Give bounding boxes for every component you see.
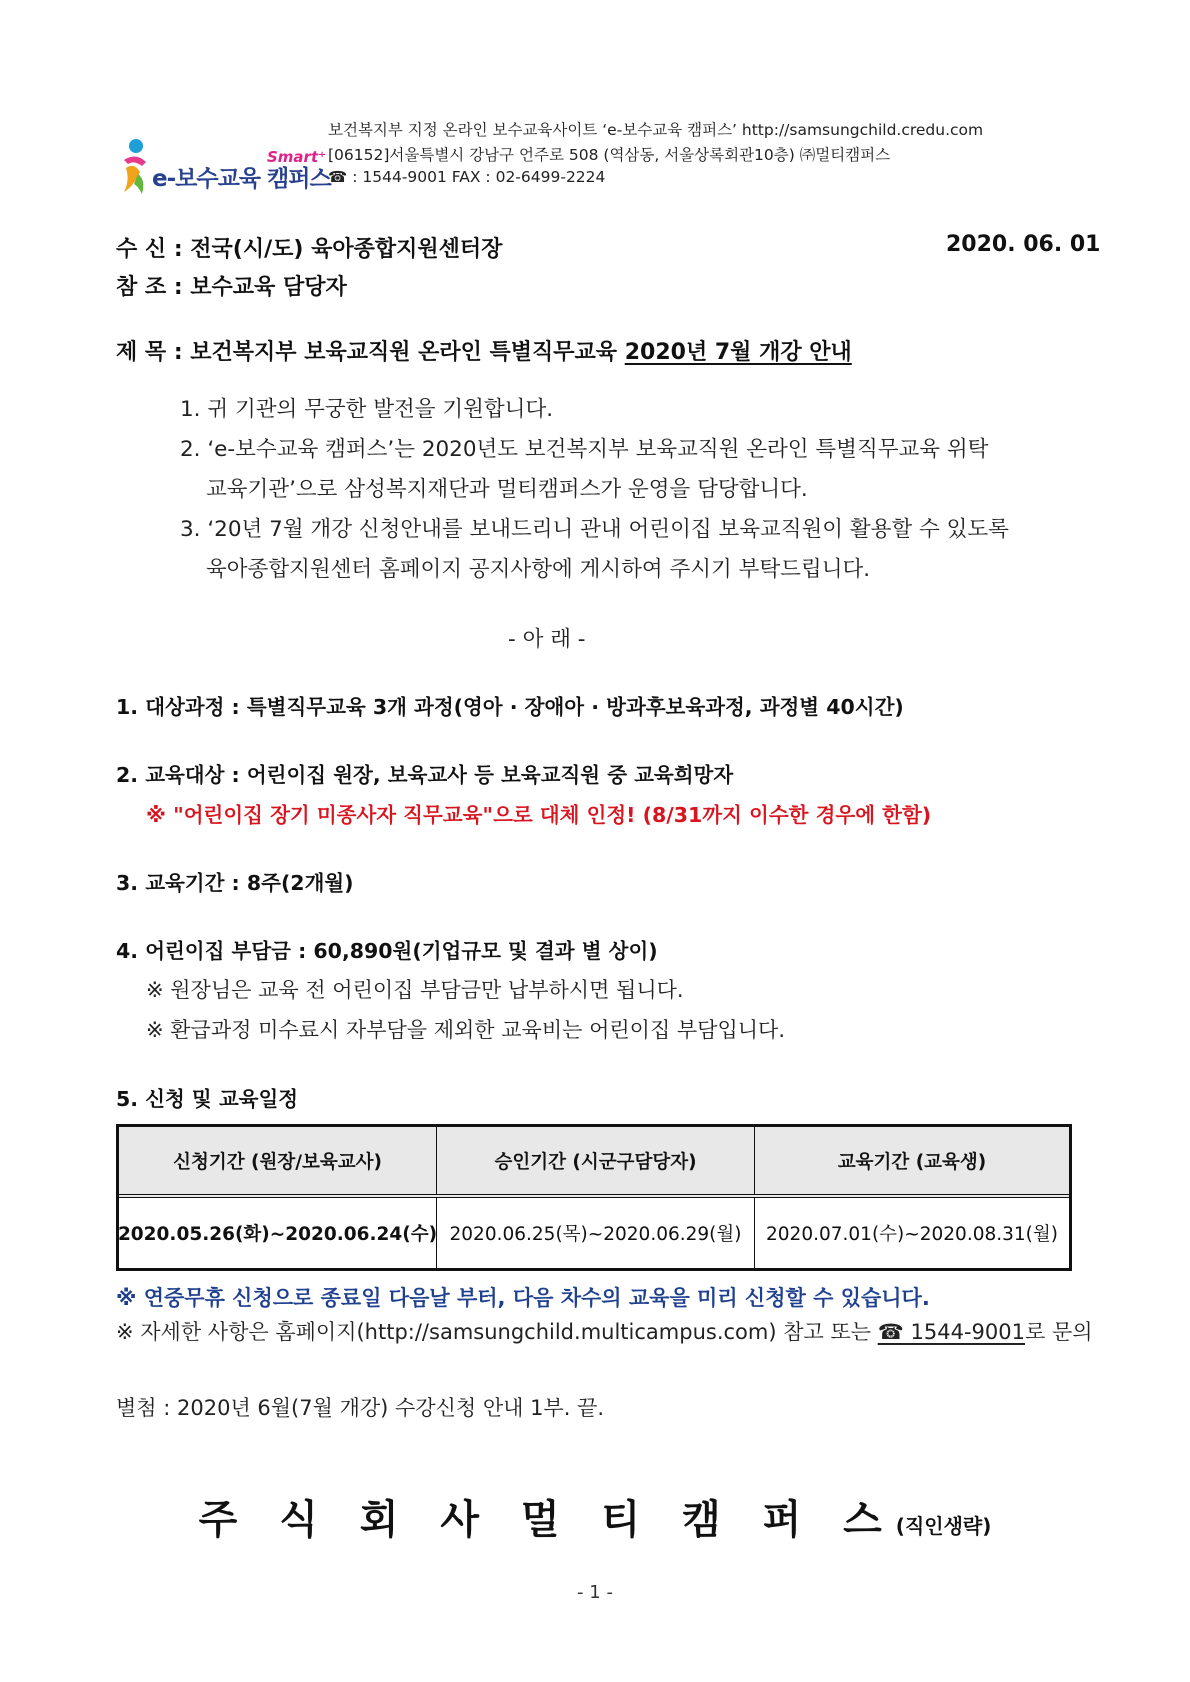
logo: [116, 134, 331, 198]
section-3-period: 3. 교육기간 : 8주(2개월): [116, 871, 354, 895]
page-number: - 1 -: [577, 1582, 613, 1603]
subject-underlined: 2020년 7월 개강 안내: [624, 340, 852, 365]
reference: 참 조 : 보수교육 담당자: [116, 275, 347, 300]
table-header-cell: 승인기간 (시군구담당자): [437, 1127, 755, 1194]
person-figure-icon: [116, 134, 152, 198]
section-2-note: ※ "어린이집 장기 미종사자 직무교육"으로 대체 인정! (8/31까지 이수한 경우에 한함): [146, 803, 932, 827]
logo-brand-text: e-보수교육 캠퍼스: [152, 166, 331, 192]
table-row: [119, 1198, 1069, 1268]
section-2-target: 2. 교육대상 : 어린이집 원장, 보육교사 등 보육교직원 중 교육희망자: [116, 763, 734, 787]
table-header-row: [119, 1127, 1069, 1198]
paragraph-2b: 교육기관’으로 삼성복지재단과 멀티캠퍼스가 운영을 담당합니다.: [206, 477, 808, 502]
note-contact-suffix: 로 문의: [1025, 1320, 1093, 1344]
note-contact-prefix: ※ 자세한 사항은 홈페이지(http://samsungchild.multicampus.com) 참고 또는: [116, 1320, 878, 1344]
section-1-target-course: 1. 대상과정 : 특별직무교육 3개 과정(영아 · 장애아 · 방과후보육과정, 과정별 40시간): [116, 695, 904, 719]
attachment-line: 별첨 : 2020년 6월(7월 개강) 수강신청 안내 1부. 끝.: [116, 1396, 605, 1420]
phone-number: ☎ 1544-9001: [877, 1320, 1026, 1344]
header-line-1: 보건복지부 지정 온라인 보수교육사이트 ‘e-보수교육 캠퍼스’ http://samsungchild.credu.com: [328, 121, 984, 139]
logo-smart-text: Smart⁺: [267, 148, 327, 166]
table-header-cell: 신청기간 (원장/보육교사): [119, 1127, 437, 1194]
company-signature: [0, 1488, 1190, 1545]
company-name: 주 식 회 사 멀 티 캠 퍼 스: [198, 1497, 896, 1543]
subject-prefix: 제 목 : 보건복지부 보육교직원 온라인 특별직무교육: [116, 340, 625, 365]
header-address: [06152]서울특별시 강남구 언주로 508 (역삼동, 서울상록회관10층) ㈜멀티캠퍼스: [328, 146, 891, 164]
schedule-table: [116, 1124, 1072, 1271]
seal-omitted-note: (직인생략): [895, 1514, 992, 1538]
header-contact: ☎ : 1544-9001 FAX : 02-6499-2224: [328, 168, 606, 186]
paragraph-3b: 육아종합지원센터 홈페이지 공지사항에 게시하여 주시기 부탁드립니다.: [206, 557, 871, 582]
table-header-cell: 교육기간 (교육생): [837, 1151, 987, 1173]
table-cell-approval-period: 2020.06.25(목)~2020.06.29(월): [437, 1198, 755, 1268]
section-4-note-1: ※ 원장님은 교육 전 어린이집 부담금만 납부하시면 됩니다.: [146, 978, 684, 1002]
note-year-round: ※ 연중무휴 신청으로 종료일 다음날 부터, 다음 차수의 교육을 미리 신청할 수 있습니다.: [116, 1286, 930, 1310]
section-5-schedule: 5. 신청 및 교육일정: [116, 1087, 299, 1111]
paragraph-3a: 3. ‘20년 7월 개강 신청안내를 보내드리니 관내 어린이집 보육교직원이 활용할 수 있도록: [180, 517, 1009, 542]
note-contact: [116, 1316, 1093, 1346]
subject: [116, 335, 852, 366]
document-date: 2020. 06. 01: [946, 232, 1101, 257]
section-4-note-2: ※ 환급과정 미수료시 자부담을 제외한 교육비는 어린이집 부담입니다.: [146, 1018, 786, 1042]
below-heading: - 아 래 -: [508, 627, 586, 652]
paragraph-1: 1. 귀 기관의 무궁한 발전을 기원합니다.: [180, 397, 554, 422]
table-cell-apply-period: 2020.05.26(화)~2020.06.24(수): [119, 1198, 437, 1268]
section-4-fee: 4. 어린이집 부담금 : 60,890원(기업규모 및 결과 별 상이): [116, 939, 658, 963]
table-cell-education-period: 2020.07.01(수)~2020.08.31(월): [766, 1224, 1058, 1245]
paragraph-2a: 2. ‘e-보수교육 캠퍼스’는 2020년도 보건복지부 보육교직원 온라인 특별직무교육 위탁: [180, 437, 989, 462]
recipient: 수 신 : 전국(시/도) 육아종합지원센터장: [116, 237, 503, 262]
